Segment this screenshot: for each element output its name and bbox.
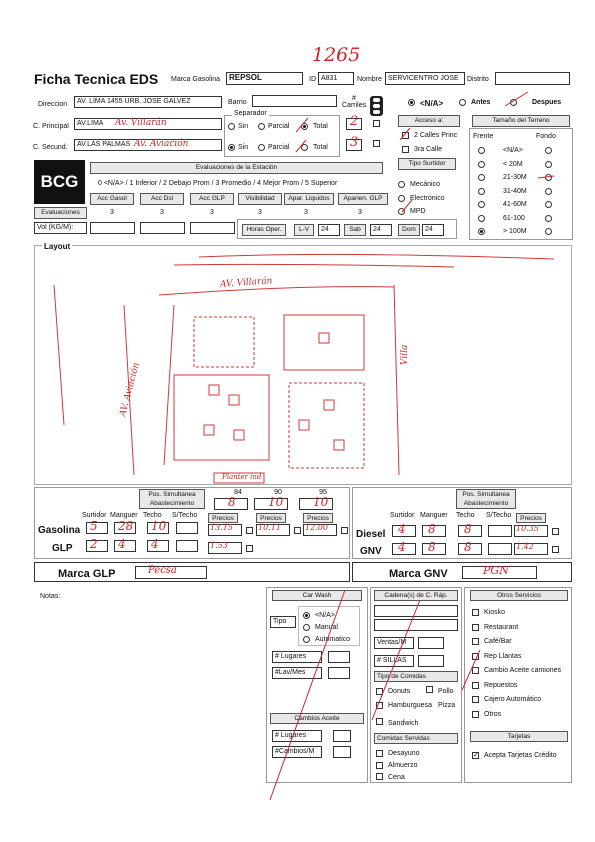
eval-value-0[interactable]: 3 [110,209,114,216]
timing-despues-label: Despues [532,99,562,106]
carwash-lugares-field[interactable] [328,651,350,663]
glp-hw-0: 2 [90,537,98,551]
terreno-button[interactable]: Tamaño del Terreno [472,115,570,127]
vol-field-3[interactable] [190,222,235,234]
precios-label-0: Precios [208,513,238,523]
id-label: ID [309,76,316,83]
horas-label: Horas Oper. [242,224,286,236]
fondo-radio-3[interactable] [545,188,552,195]
terreno-size-label: 21-30M [503,174,527,181]
marca-gasolina-field[interactable]: REPSOL [226,72,303,85]
layout-street3: Villa [400,344,410,365]
id-field[interactable]: A831 [318,72,354,85]
carwash-na-label: <N/A> [315,612,335,619]
acceso-3ra-label: 3ra Calle [414,146,443,153]
otros-checkbox-2[interactable] [472,638,479,645]
mpd-label: MPD [410,208,426,215]
principal-total-radio[interactable] [301,123,308,130]
carwash-auto-radio[interactable] [303,636,310,643]
separador-label: Separador [234,110,267,117]
terreno-group [469,128,573,240]
carriles1-handwritten: 2 [350,114,359,129]
octane-hw-2: 10 [313,495,329,509]
vol-label-box: Vol (KG/M): [34,222,87,234]
carriles2-checkbox[interactable] [373,140,380,147]
glp-price-hw: 1.53 [210,541,228,550]
frente-label: Frente [473,133,494,140]
marca-glp-handwritten: Pecsa [148,565,177,576]
donuts-checkbox[interactable] [376,688,383,695]
fondo-radio-6[interactable] [545,228,552,235]
principal-parcial-radio[interactable] [258,123,265,130]
gnv-label: GNV [360,546,382,557]
frente-radio-3[interactable] [478,188,485,195]
diesel-hw-1: 8 [428,522,436,536]
notas-label: Notas: [40,593,61,600]
otros-label-2: Café/Bar [484,638,512,645]
gas-hw-0: 5 [90,519,98,533]
timing-antes-label: Antes [471,99,491,106]
price-hw-1: 10.11 [258,523,281,532]
fuel-col-right-2: Techo [456,512,475,519]
parcial-label: Parcial [268,123,290,130]
price-hw-2: 12.00 [305,523,328,532]
eval-button-1[interactable]: Acc Dsl [140,193,184,205]
vol-field-2[interactable] [140,222,185,234]
distrito-field[interactable] [495,72,570,85]
otros-label-6: Cajero Automático [484,696,542,703]
otros-label-5: Repuestos [484,681,518,689]
carwash-lav-label: #Lav/Mes [272,667,322,679]
carwash-title: Car Wash [272,590,362,601]
bcg-logo: BCG [34,160,85,204]
cambios-lugares-field[interactable] [333,730,351,742]
otros-checkbox-3[interactable] [472,653,479,660]
cambios-lugares-label: # Lugares [272,730,322,742]
evaluaciones-row-label: Evaluaciones [34,207,87,219]
hamburguesa-label: Hamburguesa [388,702,432,709]
sin-label: Sin [238,123,249,130]
frente-radio-5[interactable] [478,215,485,222]
principal-handwritten: Av. Villarán [115,118,167,128]
tipo-comidas-title: Tipo de Comidas [374,671,458,682]
fondo-label: Fondo [536,133,556,140]
pizza-label: Pizza [438,702,456,709]
price-check-0[interactable] [246,527,253,534]
gnv-price-hw: 1.42 [516,542,534,551]
mecanico-label: Mecánico [410,181,440,188]
precios-label-2: Precios [303,513,333,523]
layout-tag: Planter ind [222,473,262,481]
cena-checkbox[interactable] [376,773,383,780]
terreno-size-label: 31-40M [503,187,527,195]
fondo-radio-4[interactable] [545,201,552,208]
timing-na-radio[interactable] [408,99,415,106]
ventas-field[interactable] [418,637,444,649]
otros-title: Otros Servicios [470,590,568,601]
direccion-field[interactable]: AV. LIMA 1455 URB. JOSE GALVEZ [74,96,222,108]
gnv-price-check[interactable] [552,546,559,553]
fuel-col-left-2: Techo [143,512,162,519]
comidas-servidas-title: Comidas Servidas [374,733,458,744]
eval-button-0[interactable]: Acc Gasol [90,193,134,205]
vol-field-1[interactable] [90,222,135,234]
page-title: Ficha Tecnica EDS [34,71,159,87]
layout-street1: AV. Villarán [219,276,273,290]
acceso-2calles-label: 2 Calles Princ [414,132,458,139]
dom-label: Dom [398,224,420,236]
price-check-1[interactable] [294,527,301,534]
lv-label: L-V [294,224,314,236]
sab-field[interactable]: 24 [370,224,392,236]
evaluaciones-title: Evaluaciones de la Estación [90,162,383,174]
gnv-hw-0: 4 [398,540,406,554]
cadena-field-1[interactable] [374,605,458,617]
lv-field[interactable]: 24 [318,224,340,236]
terreno-size-label: < 20M [503,160,523,168]
sin-label-2: Sin [238,144,249,151]
glp-label: GLP [52,543,73,554]
otros-checkbox-5[interactable] [472,682,479,689]
eval-button-4[interactable]: Apar. Liquidos [284,193,334,205]
almuerzo-label: Almuerzo [388,762,418,769]
otros-checkbox-1[interactable] [472,624,479,631]
cadena-field-2[interactable] [374,619,458,631]
eval-value-2[interactable]: 3 [210,209,214,216]
price-check-2[interactable] [341,527,348,534]
glp-cell-3[interactable] [176,540,198,552]
tarjetas-title: Tarjetas [470,731,568,742]
octane-hw-1: 10 [268,495,284,509]
carwash-manual-radio[interactable] [303,624,310,631]
glp-hw-1: 4 [118,537,126,551]
acceso-2calles-checkbox[interactable] [402,132,409,139]
carwash-auto-label: Automatico [315,636,351,643]
carriles2-handwritten: 3 [350,135,359,150]
gnv-cell-3[interactable] [488,543,512,555]
nombre-label: Nombre [357,76,382,83]
marca-label: Marca Gasolina [171,76,221,83]
gasolina-label: Gasolina [38,525,81,536]
octane-hw-0: 8 [228,495,236,509]
fuel-col-left-0: Surtidor [82,512,107,519]
tipo-surtidor-button[interactable]: Tipo Surtidor [398,158,456,170]
acceso-button[interactable]: Acceso a: [398,115,460,127]
sillas-field[interactable] [418,655,444,667]
marca-glp-label: Marca GLP [58,568,116,580]
eval-value-1[interactable]: 3 [160,209,164,216]
total-label-2: Total [313,144,328,151]
desayuno-checkbox[interactable] [376,750,383,757]
distrito-label: Distrito [467,76,489,83]
fuel-col-right-0: Surtidor [390,512,415,519]
secund-total-radio[interactable] [301,144,308,151]
diesel-hw-2: 8 [464,522,472,536]
evaluaciones-scale: 0 <N/A> / 1 Inferior / 2 Debajo Prom / 3 Promedio / 4 Mejor Prom / 5 Superior [98,180,338,187]
eval-value-3[interactable]: 3 [258,209,262,216]
glp-hw-2: 4 [151,537,159,551]
gas-hw-1: 28 [118,519,134,533]
terreno-size-label: <N/A> [503,147,523,154]
frente-radio-4[interactable] [478,201,485,208]
gas-cell-3[interactable] [176,522,198,534]
terreno-size-label: 41-60M [503,201,527,208]
eval-value-5[interactable]: 3 [358,209,362,216]
terreno-size-label: > 100M [503,228,527,235]
gas-hw-2: 10 [151,519,167,533]
frente-radio-6[interactable] [478,228,485,235]
desayuno-label: Desayuno [388,750,420,757]
carwash-lav-field[interactable] [328,667,350,679]
otros-checkbox-0[interactable] [472,609,479,616]
principal-sin-radio[interactable] [228,123,235,130]
electronico-radio[interactable] [398,195,405,202]
fondo-radio-2[interactable] [545,174,552,181]
carwash-na-radio[interactable] [303,612,310,619]
layout-title: Layout [44,242,71,251]
otros-label-4: Cambio Aceite camiones [484,667,562,674]
secundaria-handwritten: Av. Aviación [134,139,189,149]
eval-button-5[interactable]: Aparien. GLP [338,193,388,205]
otros-checkbox-4[interactable] [472,667,479,674]
otros-checkbox-7[interactable] [472,711,479,718]
principal-label: C. Principal [33,123,69,130]
layout-sketch [34,245,572,485]
fondo-radio-1[interactable] [545,161,552,168]
diesel-hw-0: 4 [398,522,406,536]
gnv-hw-2: 8 [464,540,472,554]
octane-label-1: 90 [274,489,282,496]
fuel-col-left-1: Manguer [110,512,138,519]
electronico-label: Electrónico [410,195,445,202]
otros-label-1: Restaurant [484,623,519,631]
otros-label-7: Otros [484,710,502,718]
secund-parcial-radio[interactable] [258,144,265,151]
almuerzo-checkbox[interactable] [376,762,383,769]
principal-value: AV.LIMA [77,120,104,127]
total-label: Total [313,123,328,130]
diesel-price-hw: 10.35 [516,524,539,533]
glp-price-check[interactable] [246,545,253,552]
handwritten-code: 1265 [312,44,361,66]
acepta-tarjetas-checkbox[interactable]: ✓ [473,752,479,759]
octane-label-0: 84 [234,489,242,496]
fondo-radio-0[interactable] [545,147,552,154]
pollo-label: Pollo [438,688,454,695]
diesel-label: Diesel [356,529,386,540]
timing-na-label: <N/A> [420,99,444,108]
acepta-tarjetas-label: Acepta Tarjetas Crédito [484,752,557,759]
fuel-col-right-1: Manguer [420,512,448,519]
sandwich-label: Sandwich [388,720,419,727]
eval-button-2[interactable]: Acc GLP [190,193,234,205]
frente-radio-0[interactable] [478,147,485,154]
pos-simultanea-left: Pos. Simultanea Abastecimiento [139,489,205,509]
precios-label-right: Precios [516,513,546,523]
hamburguesa-checkbox[interactable] [376,702,383,709]
eval-button-3[interactable]: Visibilidad [238,193,282,205]
cambios-mes-label: #Cambios/M [272,746,322,758]
fuel-col-right-3: S/Techo [486,512,512,519]
cambios-mes-field[interactable] [333,746,351,758]
terreno-size-label: 61-100 [503,214,525,222]
donuts-label: Donuts [388,688,411,695]
parcial-label-2: Parcial [268,144,290,151]
frente-radio-1[interactable] [478,161,485,168]
timing-despues-radio[interactable] [510,99,517,106]
sab-label: Sab [344,224,366,236]
secundaria-value: AV.LAS PALMAS [77,141,131,148]
secundaria-label: C. Secund. [33,144,68,151]
layout-street2: AV. Aviación [118,361,142,418]
marca-gnv-label: Marca GNV [389,568,448,580]
carwash-manual-label: Manual [315,624,338,631]
pollo-checkbox[interactable] [426,686,433,693]
price-hw-0: 13.15 [210,523,233,532]
cadena-title: Cadena(s) de C. Ráp. [374,590,458,601]
timing-antes-radio[interactable] [459,99,466,106]
otros-label-3: Rep Llantas [484,652,522,660]
acceso-3ra-checkbox[interactable] [402,146,409,153]
otros-checkbox-6[interactable] [472,696,479,703]
diesel-price-check[interactable] [552,528,559,535]
sandwich-checkbox[interactable] [376,718,383,725]
carwash-tipo-label: Tipo [270,616,296,628]
nombre-field[interactable]: SERVICENTRO JOSE [385,72,465,85]
gnv-hw-1: 8 [428,540,436,554]
fuel-col-left-3: S/Techo [172,512,198,519]
carriles-label: # Carriles [342,95,367,109]
ventas-label: Ventas/M [374,637,414,649]
otros-label-0: Kiosko [484,609,506,616]
sillas-label: # SILLAS [374,655,414,667]
octane-label-2: 95 [319,489,327,496]
barrio-label: Barrio [228,99,247,106]
mpd-radio[interactable] [398,208,405,215]
diesel-cell-3[interactable] [488,525,512,537]
barrio-field[interactable] [252,95,337,107]
traffic-light-icon [370,96,383,116]
cena-label: Cena [388,774,405,781]
pos-simultanea-right: Pos. Simultanea Abastecimiento [456,489,516,509]
secund-sin-radio[interactable] [228,144,235,151]
frente-radio-2[interactable] [478,174,485,181]
eval-value-4[interactable]: 3 [304,209,308,216]
dom-field[interactable]: 24 [422,224,444,236]
carriles1-checkbox[interactable] [373,120,380,127]
mecanico-radio[interactable] [398,181,405,188]
cambios-aceite-title: Cambios Aceite [270,713,364,724]
marca-gnv-handwritten: PGN [483,564,509,577]
direccion-label: Direccion [38,101,68,108]
carwash-lugares-label: # Lugares [272,651,322,663]
fondo-radio-5[interactable] [545,215,552,222]
precios-label-1: Precios [256,513,286,523]
